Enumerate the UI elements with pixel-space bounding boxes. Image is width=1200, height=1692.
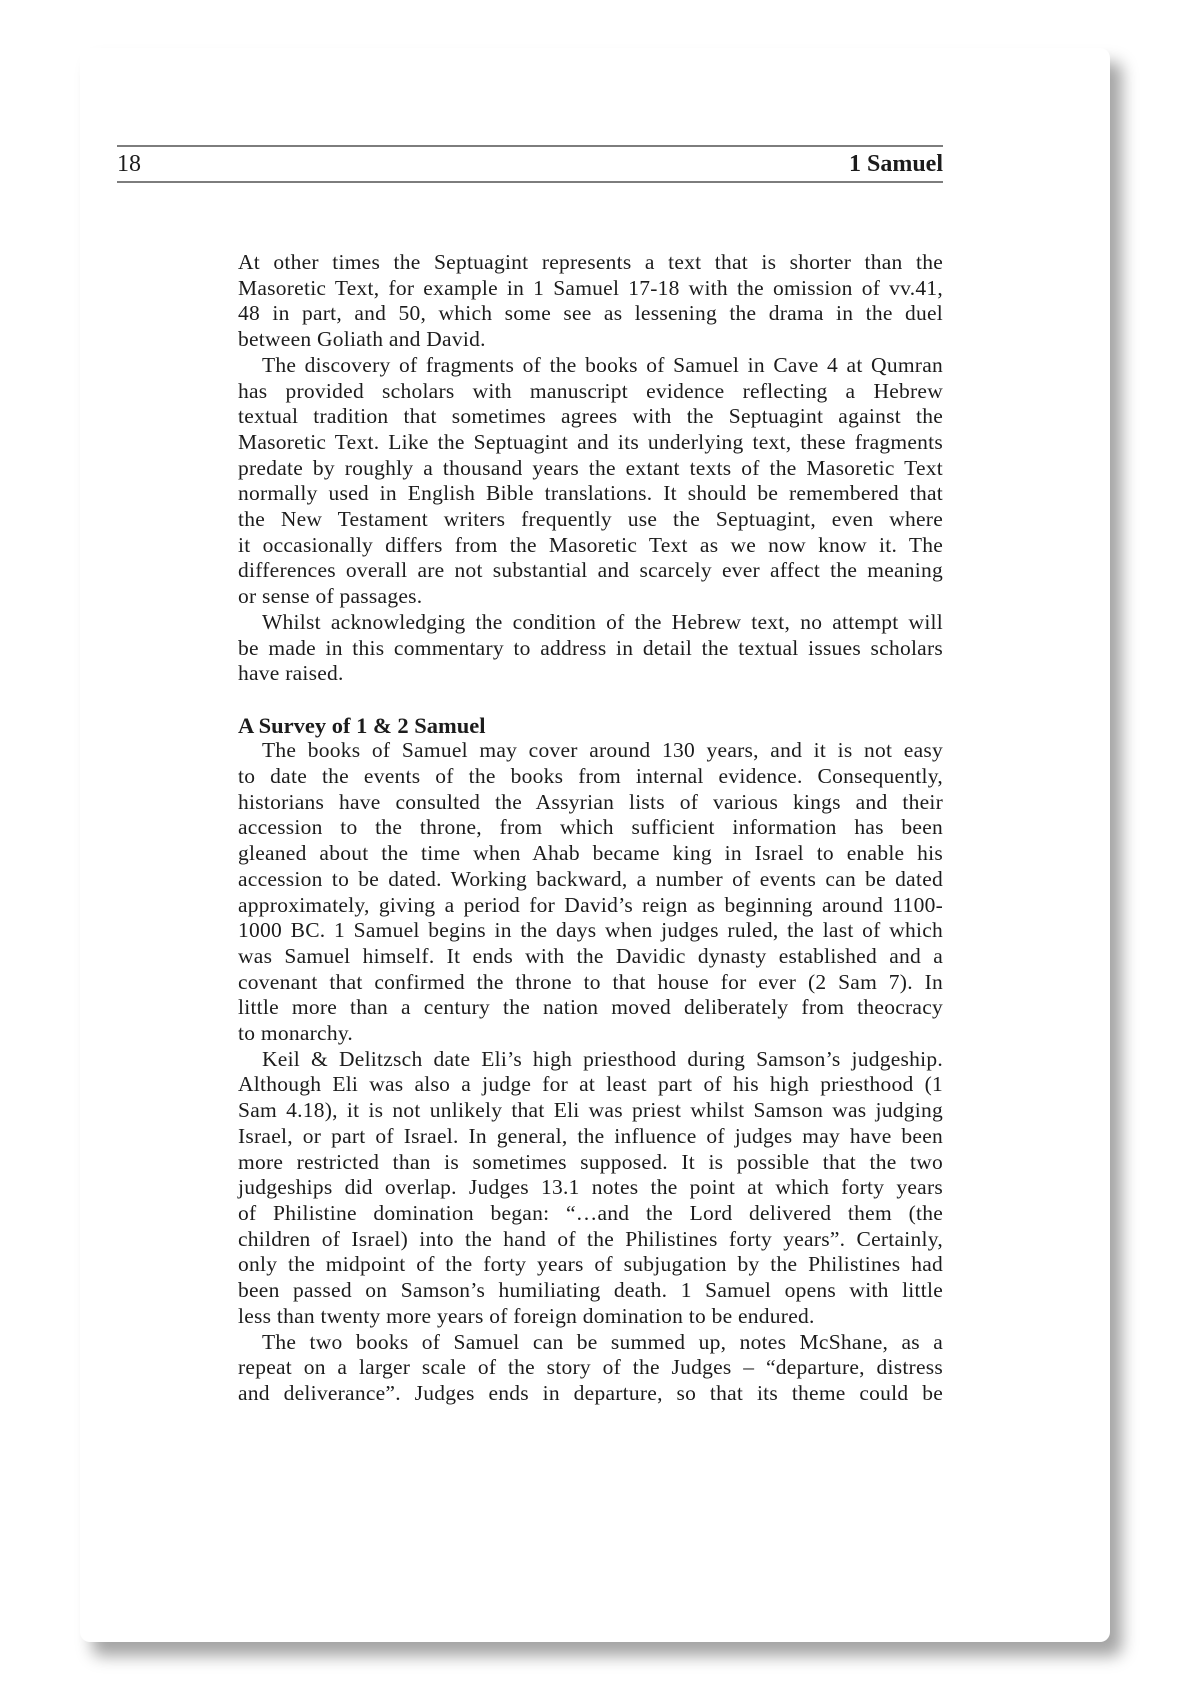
header-rule-bottom <box>117 181 943 183</box>
text-line: more restricted than is sometimes supposed. It is possible that the two <box>238 1149 943 1174</box>
paragraph <box>238 1047 943 1330</box>
text-line: has provided scholars with manuscript evidence reflecting a Hebrew <box>238 378 943 403</box>
text-line: 1000 BC. 1 Samuel begins in the days when judges ruled, the last of which <box>238 918 943 943</box>
text-line: Whilst acknowledging the condition of the Hebrew text, no attempt will <box>262 609 943 634</box>
text-line: less than twenty more years of foreign domination to be endured. <box>238 1303 815 1328</box>
text-line: Masoretic Text. Like the Septuagint and its underlying text, these fragments <box>238 429 943 454</box>
text-line: it occasionally differs from the Masoretic Text as we now know it. The <box>238 532 943 557</box>
text-line: Keil & Delitzsch date Eli’s high priesthood during Samson’s judgeship. <box>262 1046 943 1071</box>
text-line: to monarchy. <box>238 1021 354 1046</box>
text-line: The books of Samuel may cover around 130 years, and it is not easy <box>262 738 943 763</box>
text-line: the New Testament writers frequently use the Septuagint, even where <box>238 507 943 532</box>
paragraph <box>238 610 943 687</box>
text-line: accession to be dated. Working backward, a number of events can be dated <box>238 866 943 891</box>
text-line: repeat on a larger scale of the story of the Judges – “departure, distress <box>238 1355 943 1380</box>
text-line: only the midpoint of the forty years of subjugation by the Philistines had <box>238 1252 943 1277</box>
text-line: little more than a century the nation moved deliberately from theocracy <box>238 995 943 1020</box>
body-text <box>238 250 943 1407</box>
paragraph <box>238 250 943 353</box>
text-line: The discovery of fragments of the books of Samuel in Cave 4 at Qumran <box>262 352 943 377</box>
text-line: historians have consulted the Assyrian lists of various kings and their <box>238 789 943 814</box>
paragraph <box>238 353 943 610</box>
text-line: approximately, giving a period for David’s reign as beginning around 1100- <box>238 892 943 917</box>
text-line: Israel, or part of Israel. In general, the influence of judges may have been <box>238 1123 943 1148</box>
text-line: between Goliath and David. <box>238 327 486 352</box>
text-line: The two books of Samuel can be summed up, notes McShane, as a <box>262 1329 943 1354</box>
text-line: children of Israel) into the hand of the Philistines forty years”. Certainly, <box>238 1226 943 1251</box>
text-line: be made in this commentary to address in detail the textual issues scholars <box>238 635 943 660</box>
text-line: At other times the Septuagint represents a text that is shorter than the <box>238 250 943 274</box>
text-line: Sam 4.18), it is not unlikely that Eli was priest whilst Samson was judging <box>238 1098 943 1123</box>
text-line: textual tradition that sometimes agrees with the Septuagint against the <box>238 404 943 429</box>
text-line: or sense of passages. <box>238 584 423 609</box>
running-head <box>117 145 943 183</box>
section-heading: A Survey of 1 & 2 Samuel <box>238 712 486 738</box>
header-rule-top <box>117 145 943 147</box>
text-line: and deliverance”. Judges ends in departure, so that its theme could be <box>238 1380 943 1405</box>
text-line: Although Eli was also a judge for at least part of his high priesthood (1 <box>238 1072 943 1097</box>
text-line: of Philistine domination began: “…and the Lord delivered them (the <box>238 1201 943 1225</box>
text-line: accession to the throne, from which sufficient information has been <box>238 815 943 840</box>
text-line: was Samuel himself. It ends with the Davidic dynasty established and a <box>238 943 943 968</box>
running-title: 1 Samuel <box>848 150 943 177</box>
text-line: have raised. <box>238 661 344 686</box>
text-line: predate by roughly a thousand years the extant texts of the Masoretic Text <box>238 455 943 480</box>
page-number: 18 <box>117 150 141 177</box>
text-line: differences overall are not substantial and scarcely ever affect the meaning <box>238 558 943 583</box>
paragraph <box>238 738 943 1046</box>
text-line: judgeships did overlap. Judges 13.1 notes the point at which forty years <box>238 1175 943 1200</box>
text-line: to date the events of the books from internal evidence. Consequently, <box>238 764 943 789</box>
text-line: covenant that confirmed the throne to that house for ever (2 Sam 7). In <box>238 969 943 994</box>
book-page <box>80 48 1110 1642</box>
text-line: gleaned about the time when Ahab became king in Israel to enable his <box>238 841 943 866</box>
text-line: Masoretic Text, for example in 1 Samuel 17-18 with the omission of vv.41, <box>238 275 943 300</box>
text-line: been passed on Samson’s humiliating death. 1 Samuel opens with little <box>238 1278 943 1303</box>
text-line: 48 in part, and 50, which some see as lessening the drama in the duel <box>238 301 943 326</box>
paragraph <box>238 1330 943 1407</box>
text-line: normally used in English Bible translations. It should be remembered that <box>238 481 943 506</box>
